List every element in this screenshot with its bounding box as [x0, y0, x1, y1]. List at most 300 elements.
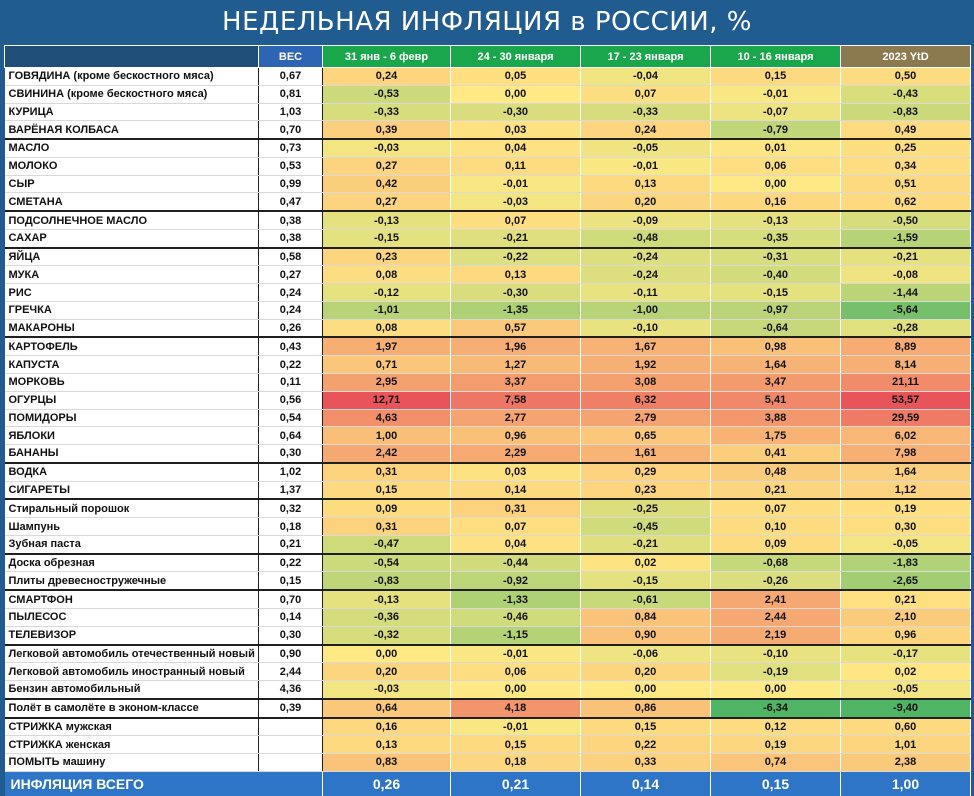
value-cell: -0,06	[581, 645, 711, 663]
value-cell: 6,32	[581, 391, 711, 409]
value-cell: -0,79	[711, 121, 841, 139]
row-name: СМЕТАНА	[5, 193, 259, 211]
row-name: РИС	[5, 284, 259, 302]
value-cell: -0,13	[323, 590, 451, 608]
value-cell: 0,02	[841, 663, 971, 681]
page-title: НЕДЕЛЬНАЯ ИНФЛЯЦИЯ в РОССИИ, %	[222, 7, 752, 37]
table-row	[5, 121, 971, 139]
row-weight: 0,15	[259, 572, 323, 590]
row-weight: 2,44	[259, 663, 323, 681]
table-row	[5, 663, 971, 681]
value-cell: 0,20	[581, 663, 711, 681]
value-cell: 0,24	[581, 121, 711, 139]
value-cell: 0,06	[451, 663, 581, 681]
table-row	[5, 229, 971, 247]
value-cell: 2,41	[711, 590, 841, 608]
value-cell: -0,01	[711, 85, 841, 103]
value-cell: -0,15	[323, 229, 451, 247]
value-cell: -1,44	[841, 284, 971, 302]
row-name: ПОДСОЛНЕЧНОЕ МАСЛО	[5, 211, 259, 229]
header-week-4: 10 - 16 января	[711, 46, 841, 68]
row-weight: 0,32	[259, 499, 323, 517]
value-cell: 0,90	[581, 626, 711, 644]
value-cell: -0,19	[711, 663, 841, 681]
value-cell: 3,08	[581, 374, 711, 392]
value-cell: -0,36	[323, 608, 451, 626]
value-cell: 0,00	[581, 681, 711, 699]
value-cell: 0,03	[451, 463, 581, 481]
value-cell: -0,01	[451, 175, 581, 193]
row-weight: 1,03	[259, 103, 323, 121]
value-cell: -0,35	[711, 229, 841, 247]
value-cell: -1,33	[451, 590, 581, 608]
value-cell: 0,15	[711, 68, 841, 86]
table-row	[5, 193, 971, 211]
value-cell: -2,65	[841, 572, 971, 590]
value-cell: 0,62	[841, 193, 971, 211]
value-cell: -0,97	[711, 301, 841, 319]
row-name: СВИНИНА (кроме бескостного мяса)	[5, 85, 259, 103]
total-value: 0,21	[451, 771, 581, 796]
table-row	[5, 68, 971, 86]
value-cell: 1,67	[581, 337, 711, 355]
header-week-1: 31 янв - 6 февр	[323, 46, 451, 68]
inflation-table	[4, 45, 971, 796]
value-cell: -0,11	[581, 284, 711, 302]
value-cell: 0,05	[451, 68, 581, 86]
row-name: Легковой автомобиль иностранный новый	[5, 663, 259, 681]
table-row	[5, 718, 971, 736]
value-cell: 0,07	[451, 211, 581, 229]
value-cell: -0,13	[323, 211, 451, 229]
value-cell: 2,77	[451, 409, 581, 427]
table-row	[5, 374, 971, 392]
value-cell: -0,68	[711, 554, 841, 572]
header-item	[5, 46, 259, 68]
row-name: ЯЙЦА	[5, 248, 259, 266]
value-cell: 0,23	[323, 248, 451, 266]
value-cell: -0,33	[581, 103, 711, 121]
row-weight: 0,11	[259, 374, 323, 392]
value-cell: 0,08	[323, 319, 451, 337]
value-cell: 0,39	[323, 121, 451, 139]
total-value: 0,26	[323, 771, 451, 796]
value-cell: 0,84	[581, 608, 711, 626]
value-cell: -0,30	[451, 284, 581, 302]
value-cell: 0,49	[841, 121, 971, 139]
value-cell: 1,61	[581, 445, 711, 463]
value-cell: 4,63	[323, 409, 451, 427]
row-name: СМАРТФОН	[5, 590, 259, 608]
table-row	[5, 590, 971, 608]
row-name: БАНАНЫ	[5, 445, 259, 463]
value-cell: -0,22	[451, 248, 581, 266]
value-cell: 0,12	[711, 718, 841, 736]
value-cell: -1,59	[841, 229, 971, 247]
value-cell: 3,47	[711, 374, 841, 392]
table-row	[5, 699, 971, 718]
value-cell: 0,24	[323, 68, 451, 86]
total-row	[5, 771, 971, 796]
total-label: ИНФЛЯЦИЯ ВСЕГО	[5, 771, 323, 796]
value-cell: 0,09	[711, 535, 841, 553]
value-cell: 1,97	[323, 337, 451, 355]
value-cell: 0,03	[451, 121, 581, 139]
row-name: Доска обрезная	[5, 554, 259, 572]
row-name: КАРТОФЕЛЬ	[5, 337, 259, 355]
row-weight: 0,43	[259, 337, 323, 355]
value-cell: 0,34	[841, 157, 971, 175]
value-cell: 0,27	[323, 193, 451, 211]
row-name: Полёт в самолёте в эконом-классе	[5, 699, 259, 718]
value-cell: 0,83	[323, 754, 451, 772]
row-weight: 0,81	[259, 85, 323, 103]
value-cell: 0,11	[451, 157, 581, 175]
value-cell: -0,44	[451, 554, 581, 572]
value-cell: 7,58	[451, 391, 581, 409]
row-weight: 0,26	[259, 319, 323, 337]
value-cell: 0,64	[323, 699, 451, 718]
value-cell: -0,07	[711, 103, 841, 121]
value-cell: -0,31	[711, 248, 841, 266]
value-cell: 0,42	[323, 175, 451, 193]
value-cell: 1,75	[711, 427, 841, 445]
header-week-3: 17 - 23 января	[581, 46, 711, 68]
value-cell: 0,21	[711, 481, 841, 499]
value-cell: 5,41	[711, 391, 841, 409]
value-cell: 2,29	[451, 445, 581, 463]
value-cell: -0,47	[323, 535, 451, 553]
row-name: МАКАРОНЫ	[5, 319, 259, 337]
value-cell: -0,05	[841, 681, 971, 699]
header-row	[5, 46, 971, 68]
value-cell: 0,57	[451, 319, 581, 337]
value-cell: -0,10	[581, 319, 711, 337]
value-cell: 0,65	[581, 427, 711, 445]
row-name: Зубная паста	[5, 535, 259, 553]
row-name: Стиральный порошок	[5, 499, 259, 517]
row-weight: 0,54	[259, 409, 323, 427]
value-cell: 1,12	[841, 481, 971, 499]
row-weight: 1,37	[259, 481, 323, 499]
total-value: 0,14	[581, 771, 711, 796]
value-cell: -0,61	[581, 590, 711, 608]
table-row	[5, 499, 971, 517]
value-cell: 53,57	[841, 391, 971, 409]
value-cell: -0,46	[451, 608, 581, 626]
row-name: ГРЕЧКА	[5, 301, 259, 319]
value-cell: 0,20	[323, 663, 451, 681]
value-cell: 0,16	[323, 718, 451, 736]
row-name: Шампунь	[5, 518, 259, 536]
value-cell: -6,34	[711, 699, 841, 718]
table-row	[5, 626, 971, 644]
row-weight: 0,30	[259, 626, 323, 644]
row-weight: 0,70	[259, 590, 323, 608]
value-cell: 0,13	[581, 175, 711, 193]
value-cell: 0,31	[323, 518, 451, 536]
value-cell: 2,38	[841, 754, 971, 772]
row-name: СИГАРЕТЫ	[5, 481, 259, 499]
value-cell: -0,05	[841, 535, 971, 553]
row-name: СТРИЖКА женская	[5, 736, 259, 754]
value-cell: -0,25	[581, 499, 711, 517]
row-name: МОРКОВЬ	[5, 374, 259, 392]
row-name: Легковой автомобиль отечественный новый	[5, 645, 259, 663]
value-cell: 0,96	[841, 626, 971, 644]
row-weight: 0,67	[259, 68, 323, 86]
table-row	[5, 463, 971, 481]
value-cell: 2,79	[581, 409, 711, 427]
row-weight	[259, 754, 323, 772]
value-cell: 6,02	[841, 427, 971, 445]
value-cell: -5,64	[841, 301, 971, 319]
row-name: МУКА	[5, 266, 259, 284]
value-cell: 2,10	[841, 608, 971, 626]
table-row	[5, 518, 971, 536]
row-name: Бензин автомобильный	[5, 681, 259, 699]
row-weight: 0,38	[259, 229, 323, 247]
row-weight: 0,38	[259, 211, 323, 229]
row-weight: 0,22	[259, 554, 323, 572]
table-row	[5, 211, 971, 229]
value-cell: -0,09	[581, 211, 711, 229]
value-cell: -0,83	[841, 103, 971, 121]
table-row	[5, 754, 971, 772]
value-cell: 0,98	[711, 337, 841, 355]
row-weight: 0,90	[259, 645, 323, 663]
value-cell: 7,98	[841, 445, 971, 463]
table-row	[5, 445, 971, 463]
value-cell: -1,15	[451, 626, 581, 644]
table-row	[5, 337, 971, 355]
table-row	[5, 572, 971, 590]
value-cell: 1,64	[711, 356, 841, 374]
row-name: ТЕЛЕВИЗОР	[5, 626, 259, 644]
value-cell: 8,14	[841, 356, 971, 374]
value-cell: 8,89	[841, 337, 971, 355]
row-name: КУРИЦА	[5, 103, 259, 121]
value-cell: 3,88	[711, 409, 841, 427]
table-row	[5, 608, 971, 626]
row-weight: 0,56	[259, 391, 323, 409]
total-value: 1,00	[841, 771, 971, 796]
value-cell: 0,74	[711, 754, 841, 772]
table-row	[5, 248, 971, 266]
row-weight: 0,24	[259, 301, 323, 319]
value-cell: 1,92	[581, 356, 711, 374]
table-row	[5, 85, 971, 103]
value-cell: 0,15	[581, 718, 711, 736]
value-cell: 0,18	[451, 754, 581, 772]
value-cell: 0,15	[451, 736, 581, 754]
row-name: САХАР	[5, 229, 259, 247]
value-cell: -0,04	[581, 68, 711, 86]
value-cell: -9,40	[841, 699, 971, 718]
table-row	[5, 356, 971, 374]
value-cell: 0,01	[711, 139, 841, 157]
header-ytd: 2023 YtD	[841, 46, 971, 68]
value-cell: 0,09	[323, 499, 451, 517]
value-cell: 2,19	[711, 626, 841, 644]
row-name: КАПУСТА	[5, 356, 259, 374]
value-cell: 0,51	[841, 175, 971, 193]
value-cell: -0,08	[841, 266, 971, 284]
value-cell: 0,50	[841, 68, 971, 86]
value-cell: -1,00	[581, 301, 711, 319]
value-cell: 1,96	[451, 337, 581, 355]
value-cell: -0,64	[711, 319, 841, 337]
value-cell: -0,28	[841, 319, 971, 337]
table-row	[5, 481, 971, 499]
value-cell: -0,43	[841, 85, 971, 103]
table-row	[5, 284, 971, 302]
row-weight: 0,39	[259, 699, 323, 718]
value-cell: -0,13	[711, 211, 841, 229]
value-cell: 0,48	[711, 463, 841, 481]
table-row	[5, 301, 971, 319]
value-cell: 0,00	[711, 175, 841, 193]
value-cell: 0,06	[711, 157, 841, 175]
total-value: 0,15	[711, 771, 841, 796]
row-weight: 0,64	[259, 427, 323, 445]
row-name: МОЛОКО	[5, 157, 259, 175]
row-weight: 0,58	[259, 248, 323, 266]
row-weight: 0,47	[259, 193, 323, 211]
value-cell: -0,26	[711, 572, 841, 590]
row-weight: 0,30	[259, 445, 323, 463]
value-cell: -0,33	[323, 103, 451, 121]
row-name: МАСЛО	[5, 139, 259, 157]
value-cell: -0,24	[581, 266, 711, 284]
row-weight: 4,36	[259, 681, 323, 699]
row-name: ПОМЫТЬ машину	[5, 754, 259, 772]
value-cell: -0,92	[451, 572, 581, 590]
table-row	[5, 535, 971, 553]
header-week-2: 24 - 30 января	[451, 46, 581, 68]
table-row	[5, 391, 971, 409]
row-name: СЫР	[5, 175, 259, 193]
row-name: ГОВЯДИНА (кроме бескостного мяса)	[5, 68, 259, 86]
value-cell: 1,27	[451, 356, 581, 374]
value-cell: 0,86	[581, 699, 711, 718]
table-row	[5, 157, 971, 175]
row-weight: 0,53	[259, 157, 323, 175]
value-cell: -0,50	[841, 211, 971, 229]
table-row	[5, 681, 971, 699]
value-cell: -1,35	[451, 301, 581, 319]
row-name: ОГУРЦЫ	[5, 391, 259, 409]
value-cell: 0,31	[451, 499, 581, 517]
value-cell: -0,45	[581, 518, 711, 536]
value-cell: 0,07	[711, 499, 841, 517]
value-cell: -0,21	[841, 248, 971, 266]
header-weight: ВЕС	[259, 46, 323, 68]
value-cell: -0,54	[323, 554, 451, 572]
row-name: ЯБЛОКИ	[5, 427, 259, 445]
value-cell: -0,40	[711, 266, 841, 284]
value-cell: 0,10	[711, 518, 841, 536]
value-cell: -0,03	[451, 193, 581, 211]
value-cell: 12,71	[323, 391, 451, 409]
value-cell: 0,08	[323, 266, 451, 284]
value-cell: 0,41	[711, 445, 841, 463]
table-row	[5, 103, 971, 121]
row-weight: 0,18	[259, 518, 323, 536]
row-weight: 0,99	[259, 175, 323, 193]
value-cell: 0,27	[323, 157, 451, 175]
table-row	[5, 319, 971, 337]
value-cell: 2,44	[711, 608, 841, 626]
value-cell: -0,10	[711, 645, 841, 663]
row-weight: 0,24	[259, 284, 323, 302]
value-cell: -0,21	[581, 535, 711, 553]
value-cell: 0,13	[451, 266, 581, 284]
value-cell: 1,64	[841, 463, 971, 481]
value-cell: -0,01	[581, 157, 711, 175]
value-cell: 0,30	[841, 518, 971, 536]
value-cell: 0,20	[581, 193, 711, 211]
value-cell: 2,95	[323, 374, 451, 392]
table-row	[5, 139, 971, 157]
value-cell: -1,01	[323, 301, 451, 319]
value-cell: 0,00	[323, 645, 451, 663]
table-row	[5, 554, 971, 572]
value-cell: 0,71	[323, 356, 451, 374]
value-cell: -0,48	[581, 229, 711, 247]
value-cell: 0,33	[581, 754, 711, 772]
table-row	[5, 266, 971, 284]
value-cell: 0,23	[581, 481, 711, 499]
value-cell: -0,01	[451, 645, 581, 663]
value-cell: 0,00	[451, 681, 581, 699]
value-cell: 0,96	[451, 427, 581, 445]
value-cell: 0,21	[841, 590, 971, 608]
value-cell: 0,04	[451, 139, 581, 157]
value-cell: -1,83	[841, 554, 971, 572]
table-row	[5, 645, 971, 663]
row-name: ВАРЁНАЯ КОЛБАСА	[5, 121, 259, 139]
value-cell: -0,15	[581, 572, 711, 590]
row-weight: 0,21	[259, 535, 323, 553]
row-weight: 0,70	[259, 121, 323, 139]
value-cell: 0,22	[581, 736, 711, 754]
value-cell: 4,18	[451, 699, 581, 718]
value-cell: 0,25	[841, 139, 971, 157]
row-weight: 0,27	[259, 266, 323, 284]
value-cell: -0,05	[581, 139, 711, 157]
table-body	[5, 68, 971, 772]
row-name: СТРИЖКА мужская	[5, 718, 259, 736]
value-cell: 0,15	[323, 481, 451, 499]
value-cell: 0,07	[581, 85, 711, 103]
row-name: ПОМИДОРЫ	[5, 409, 259, 427]
value-cell: 0,07	[451, 518, 581, 536]
value-cell: -0,17	[841, 645, 971, 663]
value-cell: 3,37	[451, 374, 581, 392]
row-weight: 0,73	[259, 139, 323, 157]
row-weight: 0,22	[259, 356, 323, 374]
value-cell: -0,24	[581, 248, 711, 266]
table-row	[5, 409, 971, 427]
value-cell: 21,11	[841, 374, 971, 392]
value-cell: -0,03	[323, 681, 451, 699]
row-name: Плиты древесностружечные	[5, 572, 259, 590]
value-cell: -0,03	[323, 139, 451, 157]
row-name: ВОДКА	[5, 463, 259, 481]
value-cell: 0,00	[451, 85, 581, 103]
value-cell: 0,13	[323, 736, 451, 754]
